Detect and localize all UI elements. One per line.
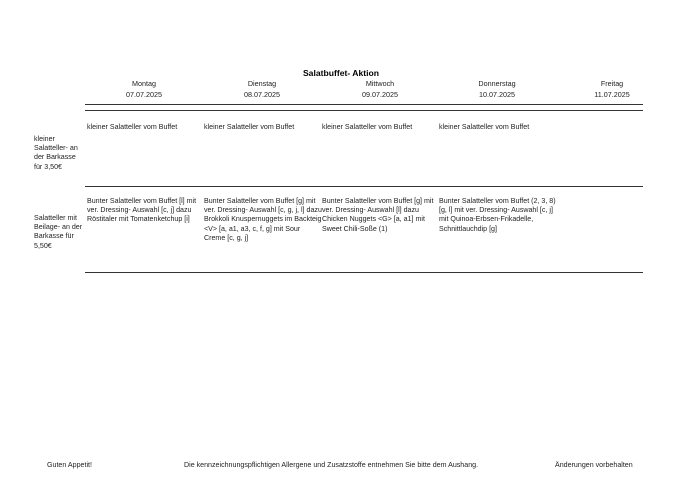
day-header-thursday (442, 79, 552, 100)
menu-cell: Bunter Salatteller vom Buffet [g] mit ver. Dressing- Auswahl [l] dazu Chicken Nuggets <G> [a, a1] mit Sweet Chili-Soße (1) (322, 197, 434, 233)
table-bottom-rule (85, 272, 643, 273)
day-name: Freitag (600, 79, 624, 88)
menu-cell: kleiner Salatteller vom Buffet (439, 123, 530, 131)
day-header-monday (89, 79, 199, 100)
header-rule (85, 104, 643, 105)
row-label-small-salad: kleiner Salatteller- an der Barkasse für 3,50€ (34, 135, 78, 171)
day-header-friday (557, 79, 667, 100)
day-date: 10.07.2025 (479, 89, 515, 99)
day-date: 09.07.2025 (362, 89, 398, 99)
row-divider (85, 186, 643, 187)
menu-cell: Bunter Salatteller vom Buffet (2, 3, 8) [g, l] mit ver. Dressing- Auswahl [c, j] mit Quinoa-Erbsen-Frikadelle, Schnittlauchdip [g] (439, 197, 556, 233)
day-date: 07.07.2025 (126, 89, 162, 99)
row-label-salad-with-side: Salatteller mit Beilage- an der Barkasse für 5,50€ (34, 214, 83, 250)
day-date: 11.07.2025 (594, 89, 630, 99)
footer-disclaimer: Änderungen vorbehalten (555, 461, 633, 469)
menu-cell: kleiner Salatteller vom Buffet (87, 123, 178, 131)
day-header-tuesday (207, 79, 317, 100)
day-header-wednesday (325, 79, 435, 100)
menu-cell: kleiner Salatteller vom Buffet (204, 123, 295, 131)
day-name: Montag (132, 79, 156, 88)
menu-cell: Bunter Salatteller vom Buffet [l] mit ver. Dressing- Auswahl [c, j] dazu Röstitaler mit Tomatenketchup [i] (87, 197, 197, 224)
day-date: 08.07.2025 (244, 89, 280, 99)
header-rule-inner (85, 110, 643, 111)
page-title: Salatbuffet- Aktion (302, 68, 380, 78)
day-name: Mittwoch (365, 79, 395, 88)
footer-greeting: Guten Appetit! (47, 461, 92, 469)
menu-cell: Bunter Salatteller vom Buffet [g] mit ver. Dressing- Auswahl [c, g, j, l] dazu Brokkoli Knuspernuggets im Backteig <V> [a, a1, a3, c, f, g] mit Sour Creme [c, g, j] (204, 197, 322, 242)
menu-cell: kleiner Salatteller vom Buffet (322, 123, 413, 131)
day-name: Dienstag (247, 79, 277, 88)
footer-allergen-note: Die kennzeichnungspflichtigen Allergene und Zusatzstoffe entnehmen Sie bitte dem Aushang. (184, 461, 479, 469)
day-name: Donnerstag (478, 79, 516, 88)
